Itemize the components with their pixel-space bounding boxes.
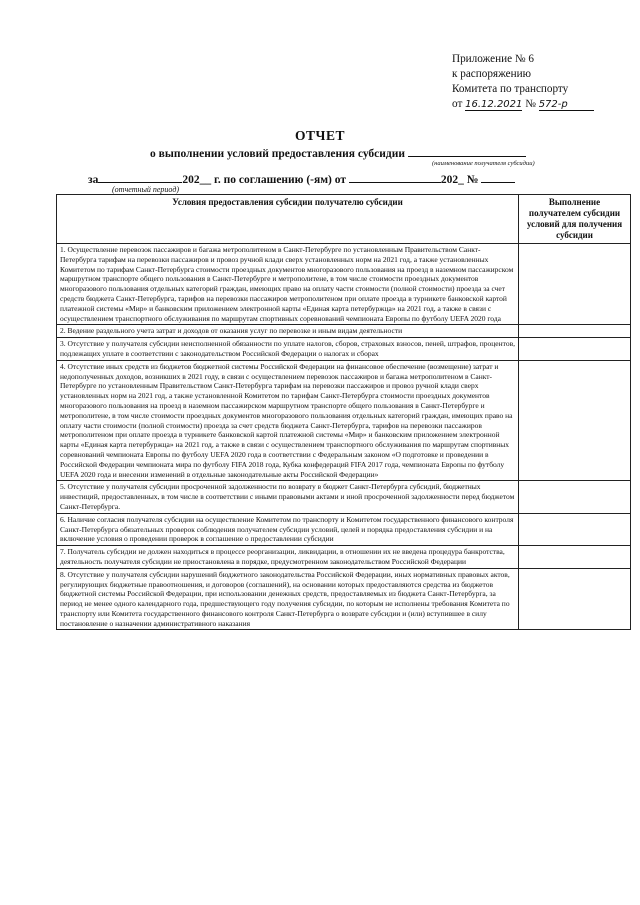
condition-4: 4. Отсутствие иных средств из бюджетов бюджетной системы Российской Федерации на финансовое обеспечение (возмещение) затрат и недополученных доходов, возникших в 2021 году, в связи с осуществлением перевозок пассажиров и багажа метрополитеном в Санкт-Петербурге по установленным Правительством Санкт-Петербурга тарифам на перевозки пассажиров и провоз ручной клади сверх установленных норм на 2021 год, а также установленной Комитетом по тарифам Санкт-Петербурга стоимости проездных документов многоразового пользования на проезд в наземном пассажирском маршрутном транспорте общего пользования в Санкт-Петербурге и метрополитене, в том числе стоимости проездных документов многоразового пользования отдельных категорий граждан, имеющих право на оплату части стоимости (полной стоимости) проезда за счет средств бюджета Санкт-Петербурга, тарифов на перевозки пассажиров метрополитеном при оплате проезда в турникете банковской картой платежной системы «Мир» и банковским приложением электронной карты «Единая карта петербуржца» на 2021 год, а также в связи с осуществлением транспортного обслуживания по маршрутам спортивных соревнований чемпионата Европы по футболу UEFA 2020 года в соответствии с Федеральным законом «О подготовке и проведении в Российской Федерации чемпионата мира по футболу FIFA 2018 года, Кубка конфедераций FIFA 2017 года, чемпионата Европы по футболу UEFA 2020 года и внесении изменений в отдельные законодательные акты Российской Федерации»: [57, 360, 519, 481]
condition-3: 3. Отсутствие у получателя субсидии неисполненной обязанности по уплате налогов, сборов, страховых взносов, пеней, штрафов, процентов, подлежащих уплате в соответствии с законодательством Российской Федерации о налогах и сборах: [57, 338, 519, 361]
table-row: [57, 568, 631, 630]
appendix-header: [452, 52, 632, 112]
handwritten-number: 572-р: [539, 99, 594, 111]
table-header-row: [57, 195, 631, 244]
table-row: [57, 513, 631, 545]
condition-5: 5. Отсутствие у получателя субсидии просроченной задолженности по возврату в бюджет Санкт-Петербурга субсидий, бюджетных инвестиций, предоставленных, в том числе в соответствии с иными правовыми актами и иной просроченной задолженности перед бюджетом Санкт-Петербурга.: [57, 481, 519, 513]
fulfillment-column-header: Выполнение получателем субсидии условий для получения субсидии: [519, 195, 631, 244]
fulfillment-cell-6[interactable]: [519, 513, 631, 545]
table-row: [57, 244, 631, 325]
condition-6: 6. Наличие согласия получателя субсидии на осуществление Комитетом по транспорту и Комитетом государственного финансового контроля Санкт-Петербурга обязательных проверок соблюдения получателем субсидии условий, целей и порядка предоставления субсидии и на включение условия о проведении проверок в соглашение о предоставлении субсидии: [57, 513, 519, 545]
appendix-line-3: Комитета по транспорту: [452, 83, 569, 95]
agreement-year-text: 202_ №: [440, 174, 479, 186]
table-row: [57, 546, 631, 569]
document-title: ОТЧЕТ: [295, 128, 345, 143]
period-year-text: 202__ г. по соглашению (-ям) от: [182, 174, 347, 186]
recipient-blank: [408, 146, 526, 157]
appendix-line-2: к распоряжению: [452, 68, 531, 80]
period-hint: (отчетный период): [112, 185, 180, 194]
fulfillment-cell-5[interactable]: [519, 481, 631, 513]
agreement-date-blank: [349, 172, 441, 183]
fulfillment-cell-1[interactable]: [519, 244, 631, 325]
date-prefix: от: [452, 98, 463, 110]
condition-7: 7. Получатель субсидии не должен находиться в процессе реорганизации, ликвидации, в отношении их не введена процедура банкротства, деятельность получателя субсидии не приостановлена в порядке, предусмотренном законодательством Российской Федерации: [57, 546, 519, 569]
recipient-hint: (наименование получателя субсидии): [432, 160, 535, 167]
conditions-table: [56, 194, 631, 630]
period-line: [88, 172, 515, 186]
table-row: [57, 481, 631, 513]
condition-8: 8. Отсутствие у получателя субсидии нарушений бюджетного законодательства Российской Федерации, иных нормативных правовых актов, регулирующих бюджетные правоотношения, и договоров (соглашений), на основании которых предоставляются средства из бюджетов бюджетной системы Российской Федерации, при использовании денежных средств, предоставляемых из бюджета Санкт-Петербурга, за период не менее одного календарного года, предшествующего году получения субсидии, по которым не исполнены требования Комитета по транспорту или Комитета государственного финансового контроля Санкт-Петербурга о возврате субсидии и (или) вступившее в силу постановление о назначении административного наказания: [57, 568, 519, 630]
appendix-date-line: [452, 97, 632, 112]
number-prefix: №: [525, 98, 536, 110]
fulfillment-cell-8[interactable]: [519, 568, 631, 630]
fulfillment-cell-3[interactable]: [519, 338, 631, 361]
condition-1: 1. Осуществление перевозок пассажиров и багажа метрополитеном в Санкт-Петербурге по установленным Правительством Санкт-Петербурга тарифам на перевозки пассажиров и провоз ручной клади сверх установленных норм на 2021 год, а также установленных Комитетом по тарифам Санкт-Петербурга стоимости проездных документов многоразового пользования на проезд в наземном пассажирском маршрутном транспорте общего пользования в Санкт-Петербурге и метрополитене, в том числе стоимости проездных документов многоразового пользования отдельных категорий граждан, имеющих право на оплату части стоимости (полной стоимости) проезда за счет средств бюджета Санкт-Петербурга, тарифов на перевозки пассажиров метрополитеном при оплате проезда в турникете банковской картой платежной системы «Мир» и банковским приложением электронной карты «Единая карта петербуржца» на 2021 год, а также в связи с осуществлением транспортного обслуживания по маршрутам спортивных соревнований чемпионата Европы по футболу UEFA 2020 года: [57, 244, 519, 325]
period-prefix: за: [88, 174, 99, 186]
appendix-line-1: Приложение № 6: [452, 53, 534, 65]
subtitle-text: о выполнении условий предоставления субсидии: [150, 148, 405, 160]
period-blank: [98, 172, 182, 183]
table-row: [57, 325, 631, 338]
agreement-number-blank: [481, 172, 515, 183]
fulfillment-cell-4[interactable]: [519, 360, 631, 481]
fulfillment-cell-2[interactable]: [519, 325, 631, 338]
handwritten-date: 16.12.2021: [465, 99, 523, 110]
condition-2: 2. Ведение раздельного учета затрат и доходов от оказания услуг по перевозке и иным видам деятельности: [57, 325, 519, 338]
conditions-column-header: Условия предоставления субсидии получателю субсидии: [57, 195, 519, 244]
fulfillment-cell-7[interactable]: [519, 546, 631, 569]
document-subtitle: [150, 146, 526, 160]
table-row: [57, 360, 631, 481]
table-row: [57, 338, 631, 361]
